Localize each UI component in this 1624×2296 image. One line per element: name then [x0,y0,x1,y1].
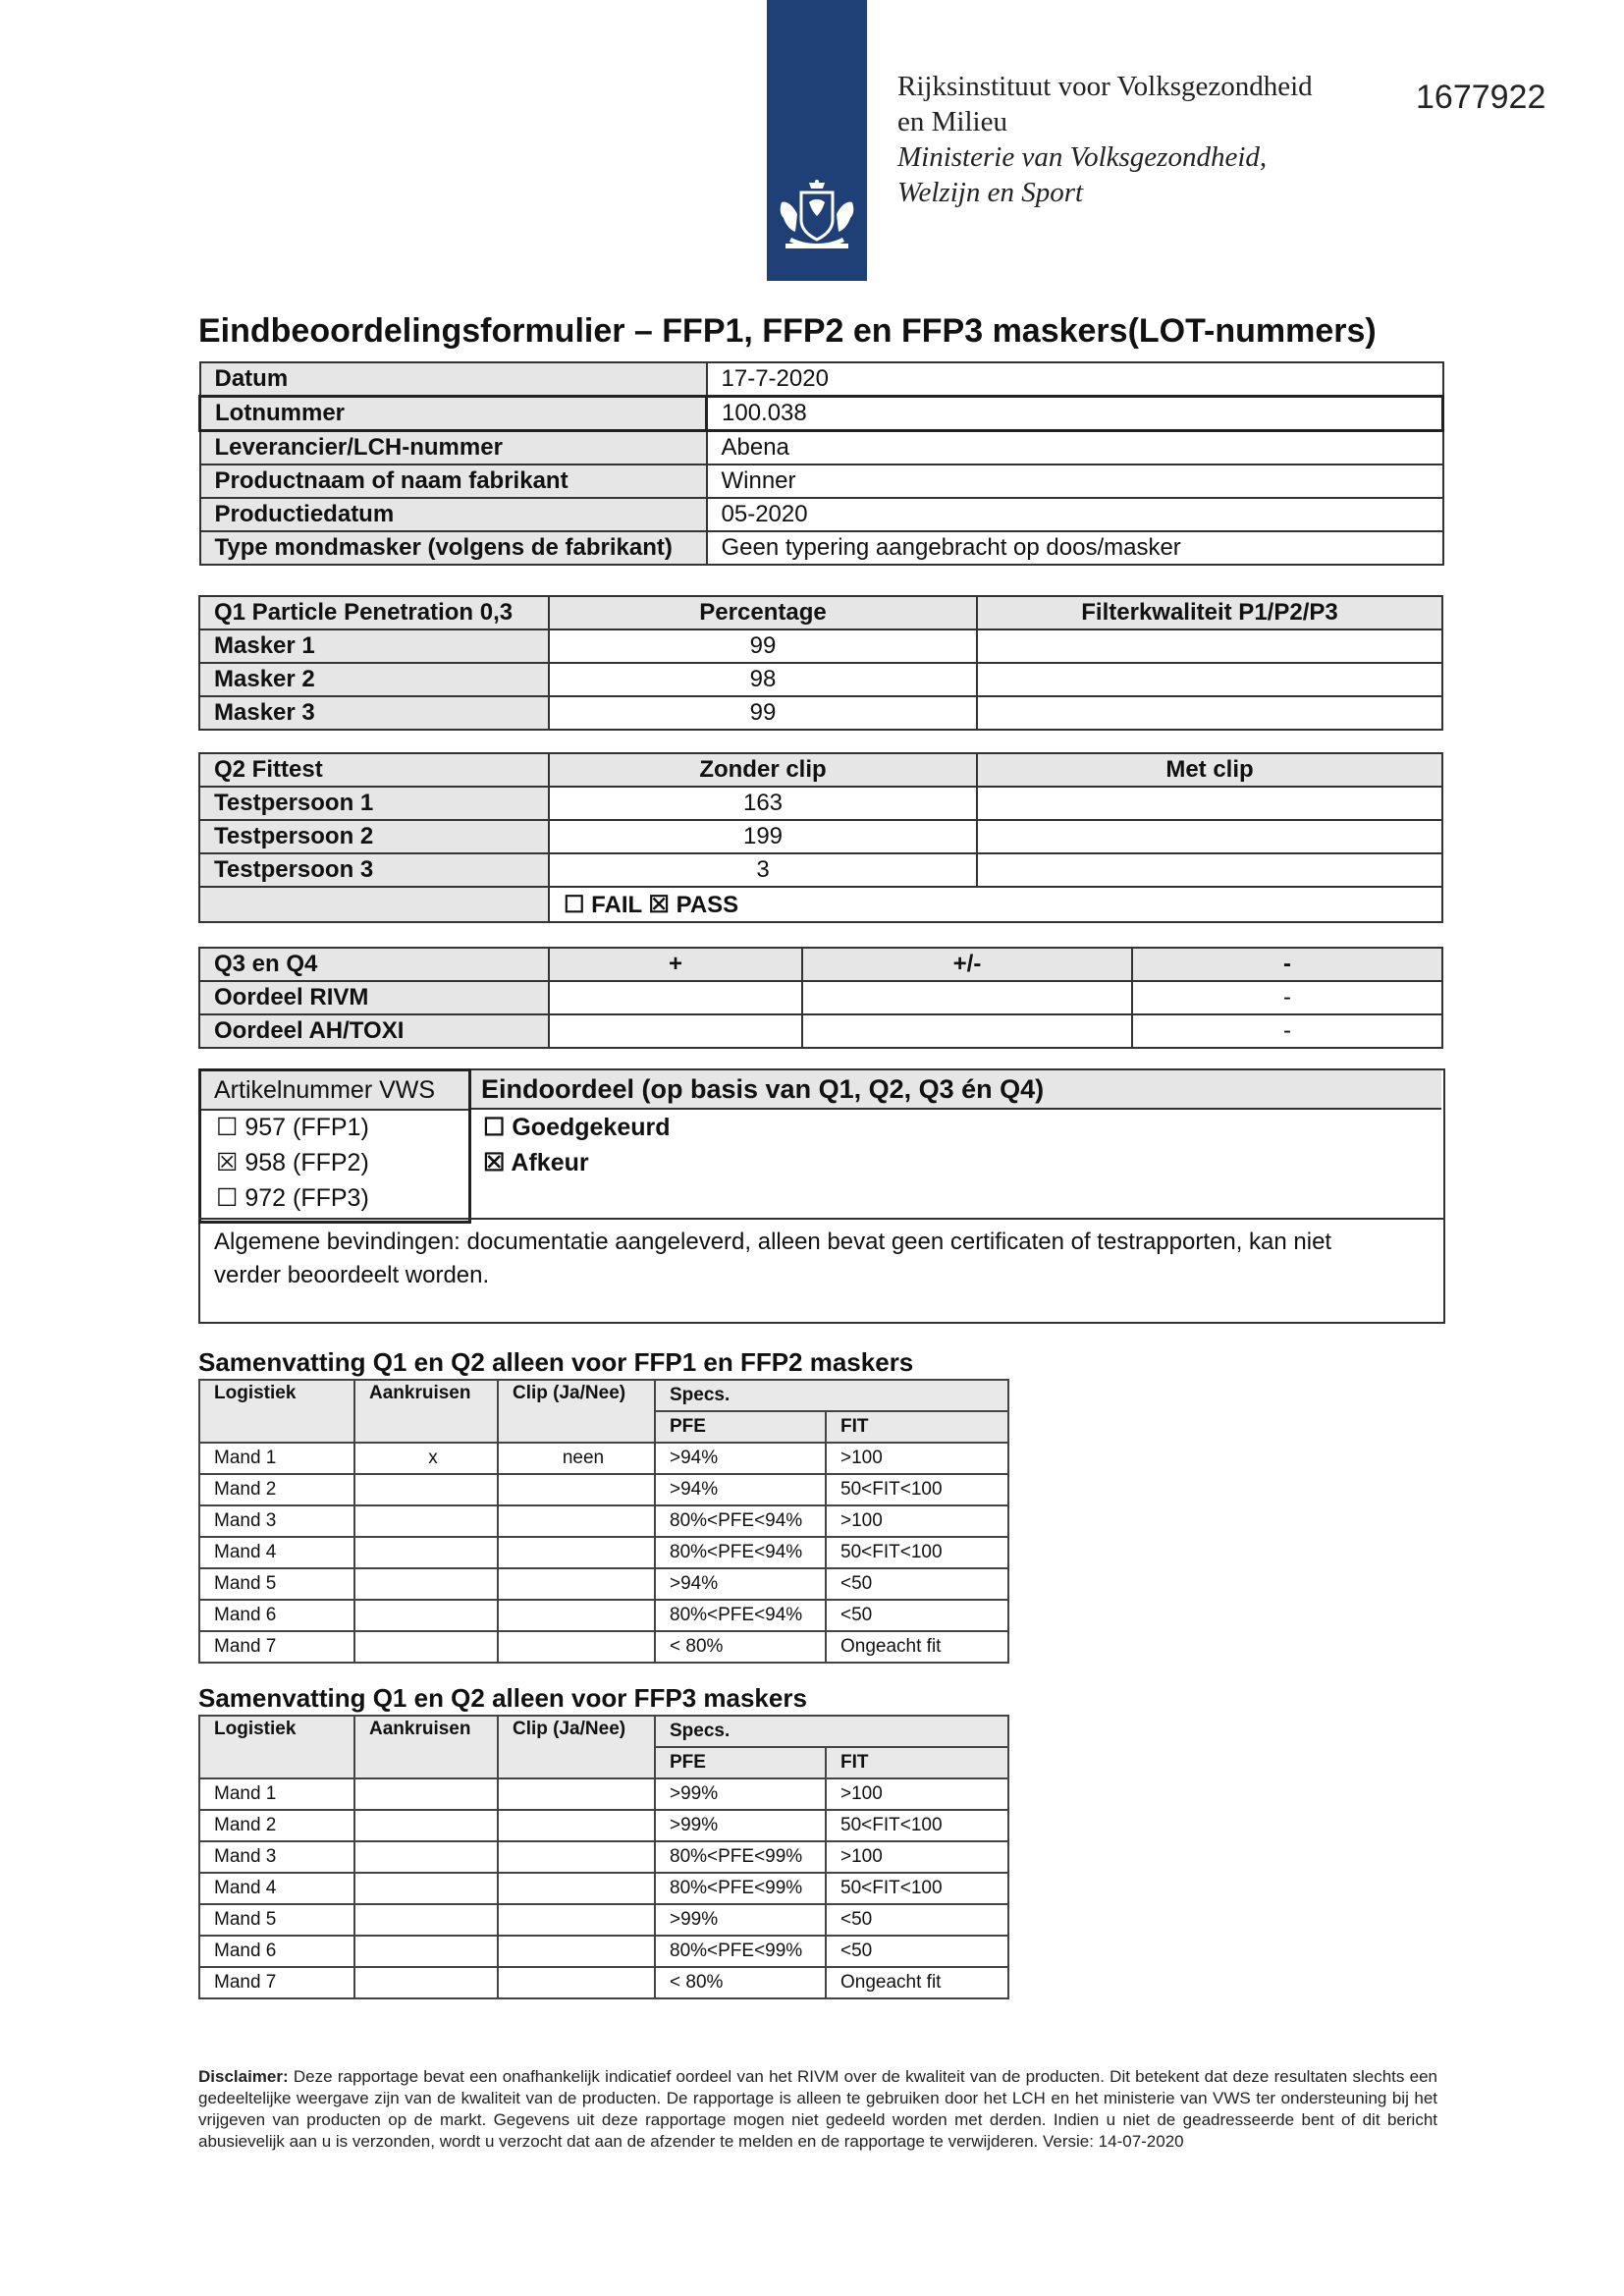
q2-zonder-clip: 3 [549,853,977,887]
q2-row [199,820,1442,853]
clip-cell [498,1967,655,1998]
table-row [199,1904,1008,1936]
fit-cell: >100 [826,1841,1008,1873]
info-row [200,397,1443,431]
q2-header-row [199,753,1442,787]
q2-row [199,787,1442,820]
table-row [199,1474,1008,1505]
q2-result: ☐ FAIL ☒ PASS [549,887,1442,922]
info-row [200,362,1443,397]
form-title: Eindbeoordelingsformulier – FFP1, FFP2 en FFP3 maskers(LOT-nummers) [198,312,1377,350]
q2-row [199,853,1442,887]
mand-cell: Mand 1 [199,1778,354,1810]
clip-cell [498,1778,655,1810]
pfe-cell: 80%<PFE<99% [655,1873,826,1904]
q2-met-clip [977,853,1442,887]
q3-plus [549,1014,802,1048]
q1-row [199,696,1442,730]
aankruisen-cell [354,1778,498,1810]
info-label: Productnaam of naam fabrikant [200,465,707,498]
info-value: Winner [707,465,1443,498]
mand-cell: Mand 1 [199,1443,354,1474]
table-row [199,1778,1008,1810]
pfe-cell: 80%<PFE<99% [655,1841,826,1873]
pfe-cell: 80%<PFE<94% [655,1505,826,1537]
pfe-cell: >99% [655,1810,826,1841]
q1-header: Filterkwaliteit P1/P2/P3 [977,596,1442,629]
info-label: Type mondmasker (volgens de fabrikant) [200,531,707,565]
info-row [200,531,1443,565]
q1-filter [977,663,1442,696]
summary1-header: Aankruisen [354,1380,498,1443]
pfe-cell: >94% [655,1568,826,1600]
disclaimer-label: Disclaimer: [198,2067,289,2086]
summary1-subheader: PFE [655,1411,826,1443]
q1-table [198,595,1443,731]
q1-header: Q1 Particle Penetration 0,3 [199,596,549,629]
q3-min: - [1132,1014,1442,1048]
info-row [200,498,1443,531]
summary2-header: Clip (Ja/Nee) [498,1716,655,1778]
q2-label: Testpersoon 1 [199,787,549,820]
bevindingen-divider [198,1218,1443,1220]
q3-plus [549,981,802,1014]
clip-cell [498,1568,655,1600]
clip-cell [498,1936,655,1967]
summary1-table [198,1379,1009,1664]
summary2-table [198,1715,1009,1999]
bevindingen-line: Algemene bevindingen: documentatie aangeleverd, alleen bevat geen certificaten of testrapporten, kan niet [214,1229,1332,1255]
q1-filter [977,696,1442,730]
mand-cell: Mand 3 [199,1505,354,1537]
clip-cell [498,1600,655,1631]
q3-table [198,947,1443,1049]
q2-label: Testpersoon 2 [199,820,549,853]
aankruisen-cell: x [354,1443,498,1474]
q2-result-row [199,887,1442,922]
q1-row [199,663,1442,696]
clip-cell [498,1631,655,1663]
artikel-item: ☐ 957 (FFP1) [216,1114,369,1141]
q2-met-clip [977,820,1442,853]
summary2-header: Logistiek [199,1716,354,1778]
summary1-subheader: FIT [826,1411,1008,1443]
pfe-cell: >99% [655,1778,826,1810]
disclaimer [198,2066,1437,2153]
fit-cell: <50 [826,1600,1008,1631]
fit-cell: >100 [826,1778,1008,1810]
summary1-header: Specs. [655,1380,1008,1411]
q3-label: Oordeel RIVM [199,981,549,1014]
table-row [199,1810,1008,1841]
mand-cell: Mand 6 [199,1600,354,1631]
table-row [199,1537,1008,1568]
pfe-cell: >99% [655,1904,826,1936]
q2-label: Testpersoon 3 [199,853,549,887]
pfe-cell: < 80% [655,1631,826,1663]
aankruisen-cell [354,1537,498,1568]
org-line-2: en Milieu [897,106,1007,137]
ministry-line-1: Ministerie van Volksgezondheid, [897,141,1268,173]
clip-cell [498,1505,655,1537]
fit-cell: 50<FIT<100 [826,1810,1008,1841]
coat-of-arms-icon [772,179,862,257]
clip-cell [498,1841,655,1873]
q3-header: +/- [802,948,1132,981]
q1-row [199,629,1442,663]
eindoordeel-item: ☒ Afkeur [483,1149,589,1176]
pfe-cell: 80%<PFE<99% [655,1936,826,1967]
fit-cell: >100 [826,1505,1008,1537]
clip-cell [498,1873,655,1904]
fit-cell: >100 [826,1443,1008,1474]
q1-percentage: 98 [549,663,977,696]
bevindingen-line: verder beoordeelt worden. [214,1262,490,1288]
info-value: Abena [707,431,1443,465]
fit-cell: 50<FIT<100 [826,1873,1008,1904]
q3-header: - [1132,948,1442,981]
ministry-line-2: Welzijn en Sport [897,177,1084,208]
org-name [897,69,1313,210]
aankruisen-cell [354,1841,498,1873]
aankruisen-cell [354,1600,498,1631]
q3-row [199,981,1442,1014]
pfe-cell: < 80% [655,1967,826,1998]
fit-cell: 50<FIT<100 [826,1537,1008,1568]
q3-plusmin [802,1014,1132,1048]
q1-label: Masker 3 [199,696,549,730]
summary2-title: Samenvatting Q1 en Q2 alleen voor FFP3 maskers [198,1683,807,1713]
aankruisen-cell [354,1505,498,1537]
table-row [199,1841,1008,1873]
table-row [199,1631,1008,1663]
summary1-title: Samenvatting Q1 en Q2 alleen voor FFP1 en FFP2 maskers [198,1347,914,1377]
mand-cell: Mand 3 [199,1841,354,1873]
clip-cell [498,1904,655,1936]
q3-min: - [1132,981,1442,1014]
summary2-subheader: FIT [826,1747,1008,1778]
q3-label: Oordeel AH/TOXI [199,1014,549,1048]
info-value: 17-7-2020 [707,362,1443,397]
table-row [199,1873,1008,1904]
summary2-subheader: PFE [655,1747,826,1778]
mand-cell: Mand 2 [199,1474,354,1505]
q1-header-row [199,596,1442,629]
q2-header: Zonder clip [549,753,977,787]
q3-header: + [549,948,802,981]
fit-cell: <50 [826,1936,1008,1967]
aankruisen-cell [354,1873,498,1904]
info-table [198,361,1444,566]
mand-cell: Mand 7 [199,1967,354,1998]
disclaimer-text: Deze rapportage bevat een onafhankelijk indicatief oordeel van het RIVM over de kwaliteit van de producten. Dit betekent dat deze resultaten slechts een gedeeltelijke weergave zijn van de kwaliteit van de producten. De rapportage is alleen te gebruiken door het LCH en het ministerie van VWS ter ondersteuning bij het vrijgeven van producten op de markt. Gegevens uit deze rapportage mogen niet gedeeld worden met derden. Indien u niet de geadresseerde bent of dit bericht abusievelijk aan u is verzonden, wordt u verzocht dat aan de afzender te melden en de rapportage te verwijderen. Versie: 14-07-2020 [198,2067,1437,2151]
table-row [199,1505,1008,1537]
aankruisen-cell [354,1474,498,1505]
aankruisen-cell [354,1810,498,1841]
mand-cell: Mand 4 [199,1537,354,1568]
q2-result-spacer [199,887,549,922]
clip-cell [498,1537,655,1568]
clip-cell: neen [498,1443,655,1474]
q3-header-row [199,948,1442,981]
q1-filter [977,629,1442,663]
q3-header: Q3 en Q4 [199,948,549,981]
q2-header: Met clip [977,753,1442,787]
table-row [199,1600,1008,1631]
mand-cell: Mand 5 [199,1904,354,1936]
aankruisen-cell [354,1568,498,1600]
fit-cell: <50 [826,1904,1008,1936]
q3-row [199,1014,1442,1048]
aankruisen-cell [354,1904,498,1936]
q1-percentage: 99 [549,696,977,730]
artikel-item: ☒ 958 (FFP2) [216,1149,369,1176]
clip-cell [498,1810,655,1841]
q1-label: Masker 1 [199,629,549,663]
pfe-cell: 80%<PFE<94% [655,1600,826,1631]
info-row [200,431,1443,465]
info-label: Productiedatum [200,498,707,531]
q2-zonder-clip: 199 [549,820,977,853]
info-value: Geen typering aangebracht op doos/masker [707,531,1443,565]
info-label: Leverancier/LCH-nummer [200,431,707,465]
fit-cell: <50 [826,1568,1008,1600]
summary1-header: Clip (Ja/Nee) [498,1380,655,1443]
table-row [199,1443,1008,1474]
info-label: Datum [200,362,707,397]
summary2-header: Specs. [655,1716,1008,1747]
q2-met-clip [977,787,1442,820]
q2-zonder-clip: 163 [549,787,977,820]
fit-cell: Ongeacht fit [826,1967,1008,1998]
table-row [199,1967,1008,1998]
summary2-header: Aankruisen [354,1716,498,1778]
fit-cell: 50<FIT<100 [826,1474,1008,1505]
artikel-item: ☐ 972 (FFP3) [216,1184,369,1212]
info-value: 05-2020 [707,498,1443,531]
q3-plusmin [802,981,1132,1014]
document-number: 1677922 [1416,79,1546,116]
q1-percentage: 99 [549,629,977,663]
q1-label: Masker 2 [199,663,549,696]
aankruisen-cell [354,1631,498,1663]
eindoordeel-item: ☐ Goedgekeurd [483,1114,671,1141]
org-line-1: Rijksinstituut voor Volksgezondheid [897,71,1313,102]
fit-cell: Ongeacht fit [826,1631,1008,1663]
mand-cell: Mand 4 [199,1873,354,1904]
clip-cell [498,1474,655,1505]
table-row [199,1936,1008,1967]
pfe-cell: >94% [655,1474,826,1505]
q2-table [198,752,1443,923]
eindoordeel-header: Eindoordeel (op basis van Q1, Q2, Q3 én Q4) [481,1074,1045,1104]
mand-cell: Mand 2 [199,1810,354,1841]
pfe-cell: 80%<PFE<94% [655,1537,826,1568]
info-label: Lotnummer [200,397,707,431]
q2-header: Q2 Fittest [199,753,549,787]
artikel-header: Artikelnummer VWS [214,1076,436,1104]
pfe-cell: >94% [655,1443,826,1474]
q1-header: Percentage [549,596,977,629]
table-row [199,1568,1008,1600]
summary1-header: Logistiek [199,1380,354,1443]
info-row [200,465,1443,498]
mand-cell: Mand 6 [199,1936,354,1967]
algemene-bevindingen [214,1226,1331,1292]
mand-cell: Mand 7 [199,1631,354,1663]
info-value: 100.038 [707,397,1443,431]
mand-cell: Mand 5 [199,1568,354,1600]
aankruisen-cell [354,1967,498,1998]
aankruisen-cell [354,1936,498,1967]
